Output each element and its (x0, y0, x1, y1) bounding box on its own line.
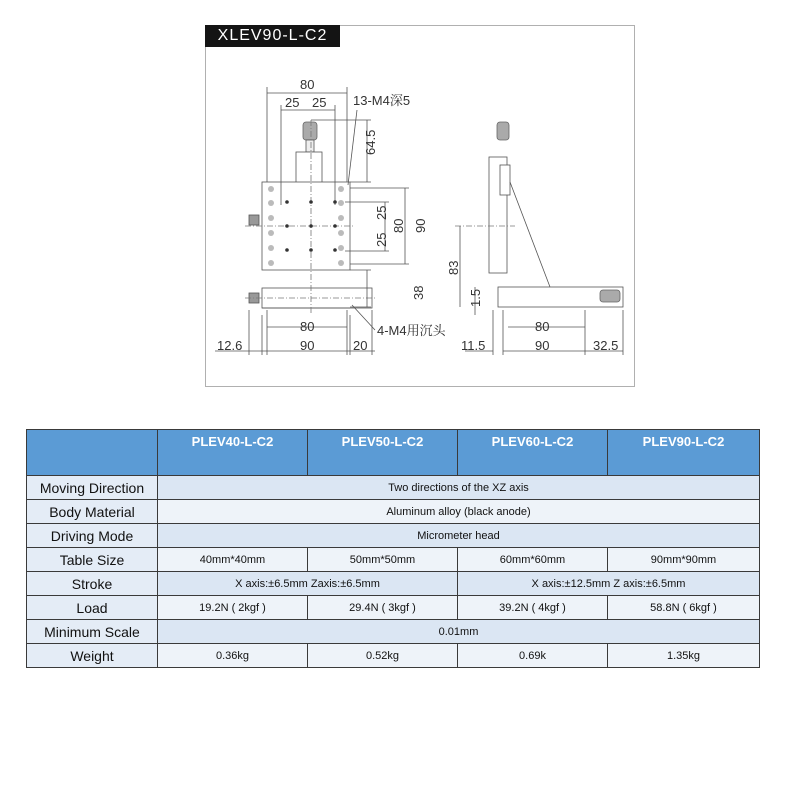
header-plev60: PLEV60-L-C2 (458, 430, 608, 476)
header-plev40: PLEV40-L-C2 (158, 430, 308, 476)
svg-text:80: 80 (300, 319, 315, 334)
svg-text:80: 80 (535, 319, 550, 334)
spec-table (26, 429, 760, 668)
model-title-tag: XLEV90-L-C2 (205, 25, 340, 47)
row-label: Moving Direction (27, 476, 158, 500)
svg-text:25: 25 (285, 95, 300, 110)
svg-text:32.5: 32.5 (593, 338, 619, 353)
svg-text:20: 20 (353, 338, 368, 353)
header-plev90: PLEV90-L-C2 (608, 430, 760, 476)
row-label: Body Material (27, 500, 158, 524)
row-value: 90mm*90mm (608, 548, 760, 572)
svg-text:90: 90 (300, 338, 315, 353)
row-value: X axis:±12.5mm Z axis:±6.5mm (458, 572, 760, 596)
table-header-row (27, 430, 760, 476)
svg-text:13-M4深5: 13-M4深5 (353, 93, 411, 108)
table-row (27, 572, 760, 596)
row-value: 0.01mm (158, 620, 760, 644)
table-row (27, 620, 760, 644)
row-value: 19.2N ( 2kgf ) (158, 596, 308, 620)
row-value: 40mm*40mm (158, 548, 308, 572)
svg-text:25: 25 (374, 232, 389, 247)
row-label: Stroke (27, 572, 158, 596)
svg-text:64.5: 64.5 (363, 129, 378, 155)
svg-text:1.5: 1.5 (468, 288, 483, 307)
row-value: Micrometer head (158, 524, 760, 548)
svg-text:11.5: 11.5 (461, 338, 486, 353)
svg-text:80: 80 (391, 218, 406, 233)
svg-text:90: 90 (535, 338, 550, 353)
row-value: X axis:±6.5mm Zaxis:±6.5mm (158, 572, 458, 596)
row-value: 29.4N ( 3kgf ) (308, 596, 458, 620)
row-value: 60mm*60mm (458, 548, 608, 572)
svg-text:90: 90 (413, 218, 428, 233)
table-row (27, 596, 760, 620)
row-value: 50mm*50mm (308, 548, 458, 572)
row-value: 0.36kg (158, 644, 308, 668)
row-value: 1.35kg (608, 644, 760, 668)
svg-text:80: 80 (300, 77, 315, 92)
header-plev50: PLEV50-L-C2 (308, 430, 458, 476)
table-row (27, 500, 760, 524)
header-empty (27, 430, 158, 476)
table-row (27, 524, 760, 548)
svg-text:38: 38 (411, 285, 426, 300)
row-value: 39.2N ( 4kgf ) (458, 596, 608, 620)
row-label: Table Size (27, 548, 158, 572)
table-row (27, 548, 760, 572)
technical-drawing (205, 25, 637, 389)
row-value: Aluminum alloy (black anode) (158, 500, 760, 524)
svg-text:83: 83 (446, 260, 461, 275)
row-value: 0.52kg (308, 644, 458, 668)
row-value: 58.8N ( 6kgf ) (608, 596, 760, 620)
row-value: 0.69k (458, 644, 608, 668)
table-row (27, 644, 760, 668)
row-label: Load (27, 596, 158, 620)
row-value: Two directions of the XZ axis (158, 476, 760, 500)
svg-text:4-M4用沉头: 4-M4用沉头 (377, 323, 446, 338)
row-label: Minimum Scale (27, 620, 158, 644)
row-label: Weight (27, 644, 158, 668)
table-row (27, 476, 760, 500)
svg-text:25: 25 (312, 95, 327, 110)
svg-text:25: 25 (374, 205, 389, 220)
row-label: Driving Mode (27, 524, 158, 548)
svg-text:12.6: 12.6 (217, 338, 243, 353)
